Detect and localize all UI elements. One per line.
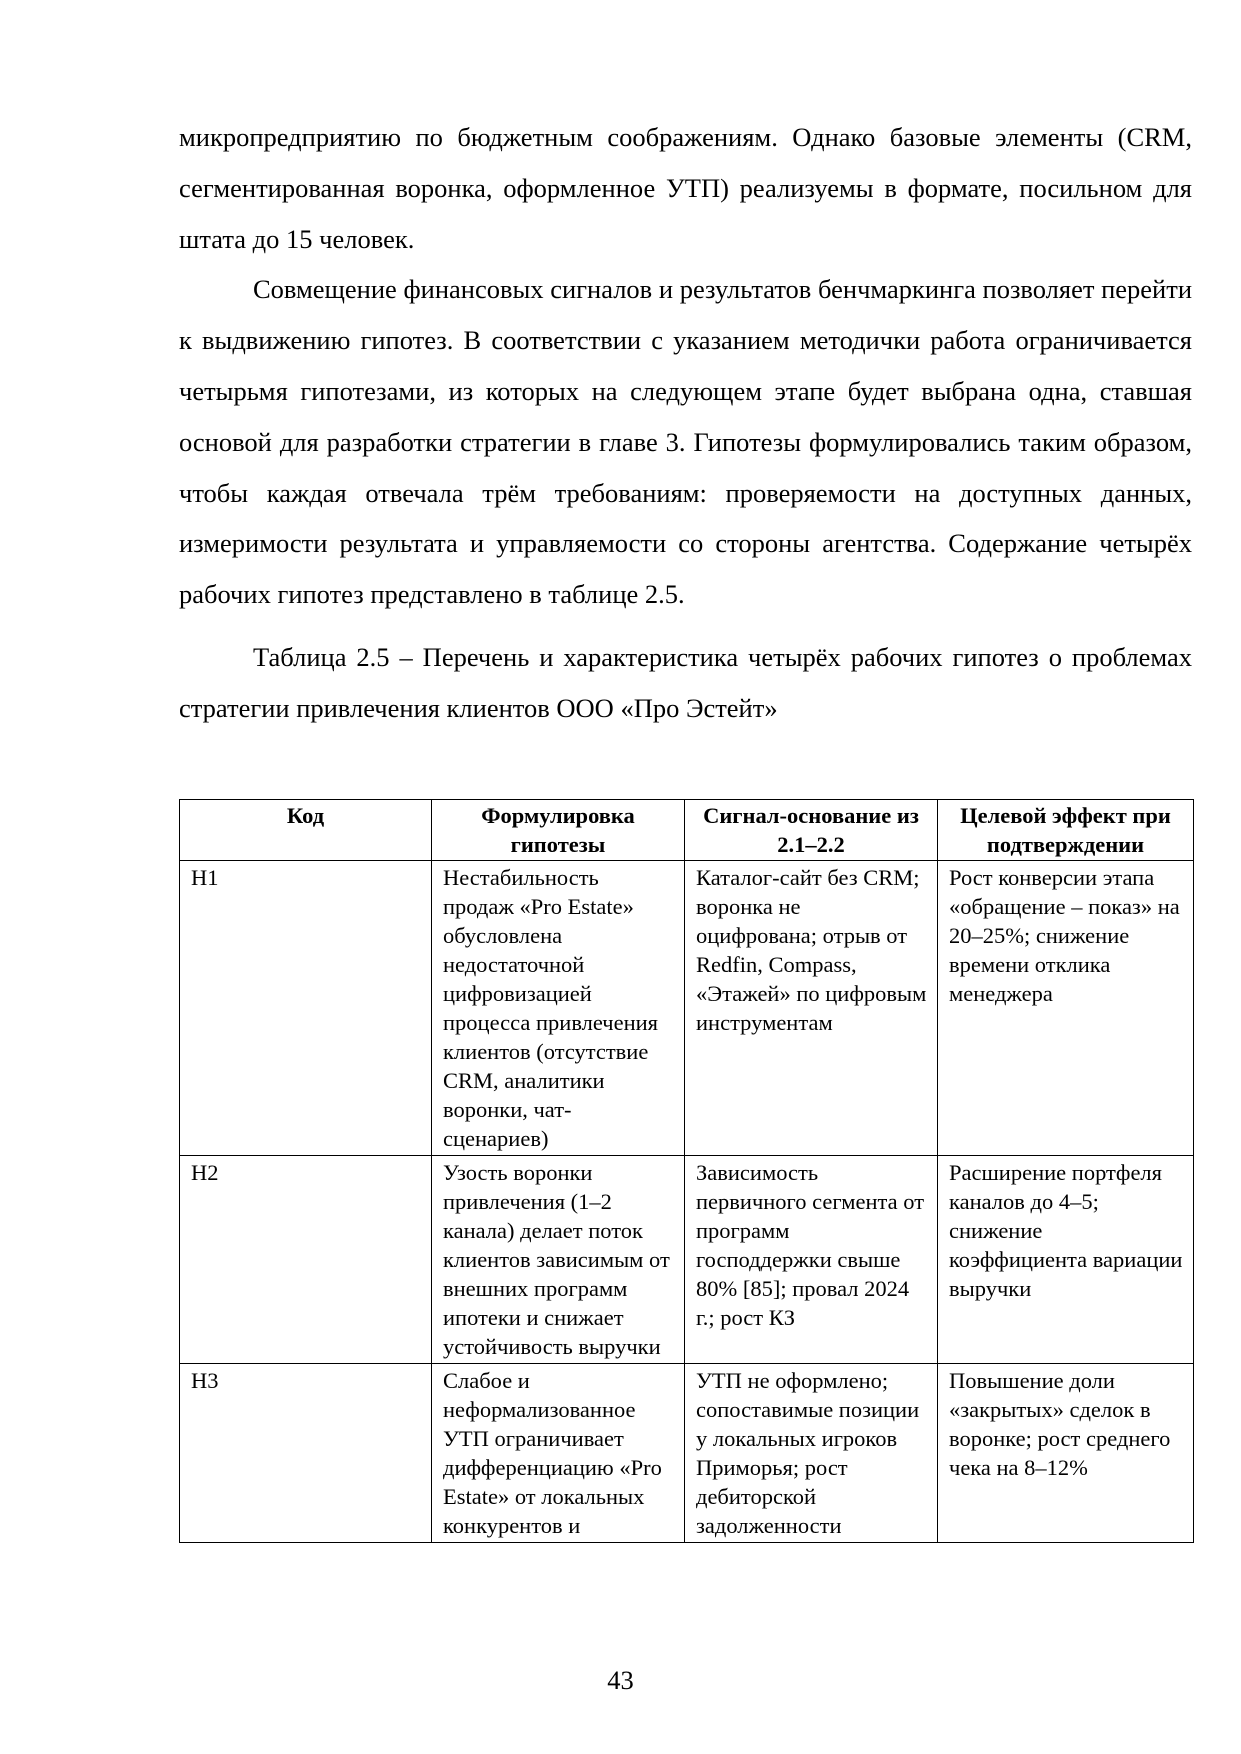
cell-signal: Зависимость первичного сегмента от программ господдержки свыше 80% [85]; провал 2024 г.; рост КЗ — [685, 1156, 938, 1364]
table-header-row — [180, 800, 1194, 861]
header-hypothesis: Формулировка гипотезы — [432, 800, 685, 861]
document-page — [179, 112, 1192, 734]
page-number: 43 — [607, 1665, 634, 1695]
cell-code: H2 — [180, 1156, 432, 1364]
table-row — [180, 1364, 1194, 1543]
hypotheses-table — [179, 799, 1194, 1543]
table-caption: Таблица 2.5 – Перечень и характеристика четырёх рабочих гипотез о проблемах стратегии привлечения клиентов ООО «Про Эстейт» — [179, 641, 1192, 723]
header-signal: Сигнал-основание из 2.1–2.2 — [685, 800, 938, 861]
cell-code: H1 — [180, 861, 432, 1156]
paragraph-continuation: микропредприятию по бюджетным соображениям. Однако базовые элементы (CRM, сегментированная воронка, оформленное УТП) реализуемы в формате, посильном для штата до 15 человек. — [179, 122, 1192, 254]
header-code: Код — [180, 800, 432, 861]
table-row — [180, 1156, 1194, 1364]
cell-hypothesis: Нестабильность продаж «Pro Estate» обусловлена недостаточной цифровизацией процесса привлечения клиентов (отсутствие CRM, аналитики воронки, чат-сценариев) — [432, 861, 685, 1156]
cell-effect: Расширение портфеля каналов до 4–5; снижение коэффициента вариации выручки — [938, 1156, 1194, 1364]
cell-hypothesis: Узость воронки привлечения (1–2 канала) делает поток клиентов зависимым от внешних программ ипотеки и снижает устойчивость выручки — [432, 1156, 685, 1364]
cell-signal: УТП не оформлено; сопоставимые позиции у локальных игроков Приморья; рост дебиторской задолженности — [685, 1364, 938, 1543]
cell-signal: Каталог-сайт без CRM; воронка не оцифрована; отрыв от Redfin, Compass, «Этажей» по цифровым инструментам — [685, 861, 938, 1156]
header-effect: Целевой эффект при подтверждении — [938, 800, 1194, 861]
cell-effect: Повышение доли «закрытых» сделок в воронке; рост среднего чека на 8–12% — [938, 1364, 1194, 1543]
cell-effect: Рост конверсии этапа «обращение – показ» на 20–25%; снижение времени отклика менеджера — [938, 861, 1194, 1156]
table-row — [180, 861, 1194, 1156]
cell-code: H3 — [180, 1364, 432, 1543]
paragraph-hypotheses-intro: Совмещение финансовых сигналов и результатов бенчмаркинга позволяет перейти к выдвижению гипотез. В соответствии с указанием методички работа ограничивается четырьмя гипотезами, из которых на следующем этапе будет выбрана одна, ставшая основой для разработки стратегии в главе 3. Гипотезы формулировались таким образом, чтобы каждая отвечала трём требованиям: проверяемости на доступных данных, измеримости результата и управляемости со стороны агентства. Содержание четырёх рабочих гипотез представлено в таблице 2.5. — [179, 274, 1192, 610]
cell-hypothesis: Слабое и неформализованное УТП ограничивает дифференциацию «Pro Estate» от локальных конкурентов и — [432, 1364, 685, 1543]
